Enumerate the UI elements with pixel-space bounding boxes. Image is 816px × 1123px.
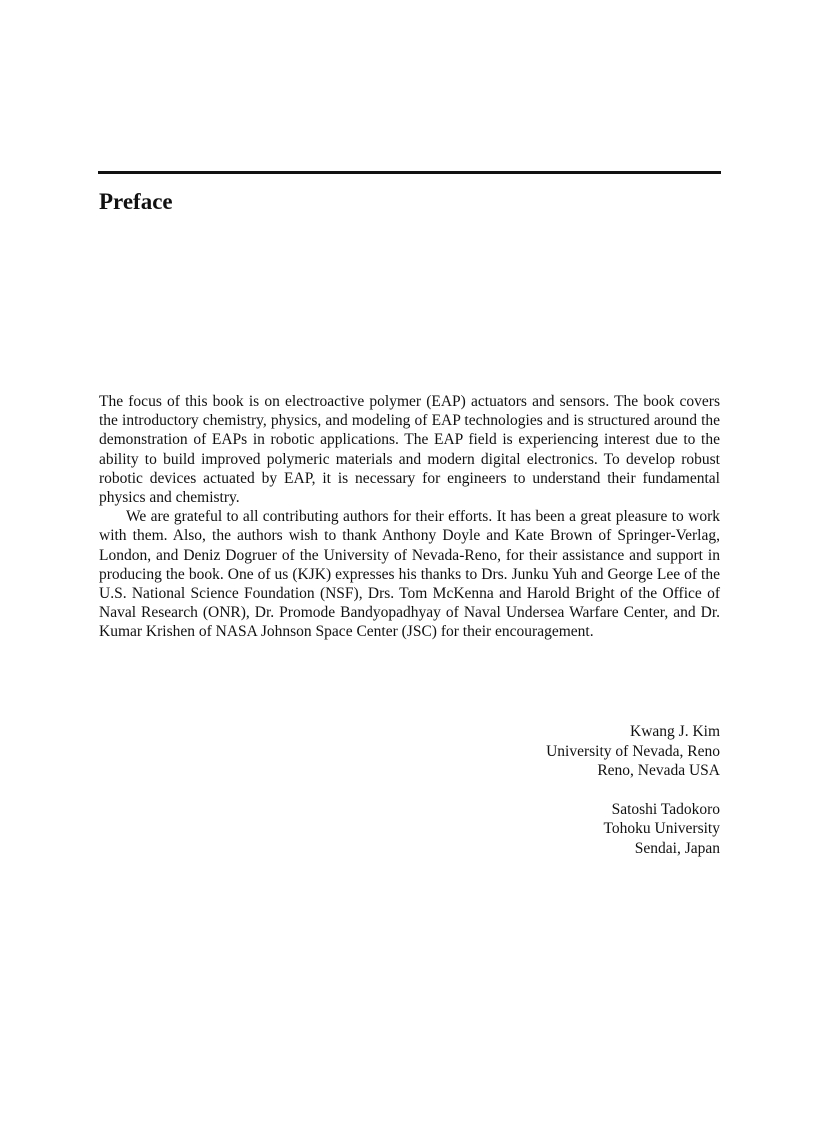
title-rule [98,171,721,174]
signature-block-tadokoro [546,800,720,859]
signatures [546,722,720,858]
signature-location: Sendai, Japan [634,839,720,857]
signature-name: Kwang J. Kim [630,723,720,740]
signature-location: Reno, Nevada USA [597,762,720,779]
signature-name: Satoshi Tadokoro [611,800,720,818]
signature-affiliation: University of Nevada, Reno [546,742,720,760]
preface-body [99,392,720,642]
page-title: Preface [99,189,173,214]
signature-block-kim [546,722,720,781]
paragraph-1: The focus of this book is on electroactive polymer (EAP) actuators and sensors. The book covers the introductory chemistry, physics, and modeling of EAP technologies and is structured around the demonstration of EAPs in robotic applications. The EAP field is experiencing interest due to the ability to build improved polymeric materials and modern digital electronics. To develop robust robotic devices actuated by EAP, it is necessary for engineers to understand their fundamental physics and chemistry. [99,393,720,507]
signature-affiliation: Tohoku University [603,820,720,837]
paragraph-2: We are grateful to all contributing authors for their efforts. It has been a great pleasure to work with them. Also, the authors wish to thank Anthony Doyle and Kate Brown of Springer-Verlag, London, and Deniz Dogruer of the University of Nevada-Reno, for their assistance and support in producing the book. One of us (KJK) expresses his thanks to Drs. Junku Yuh and George Lee of the U.S. National Science Foundation (NSF), Drs. Tom McKenna and Harold Bright of the Office of Naval Research (ONR), Dr. Promode Bandyopadhyay of Naval Undersea Warfare Center, and Dr. Kumar Krishen of NASA Johnson Space Center (JSC) for their encouragement. [99,508,720,641]
